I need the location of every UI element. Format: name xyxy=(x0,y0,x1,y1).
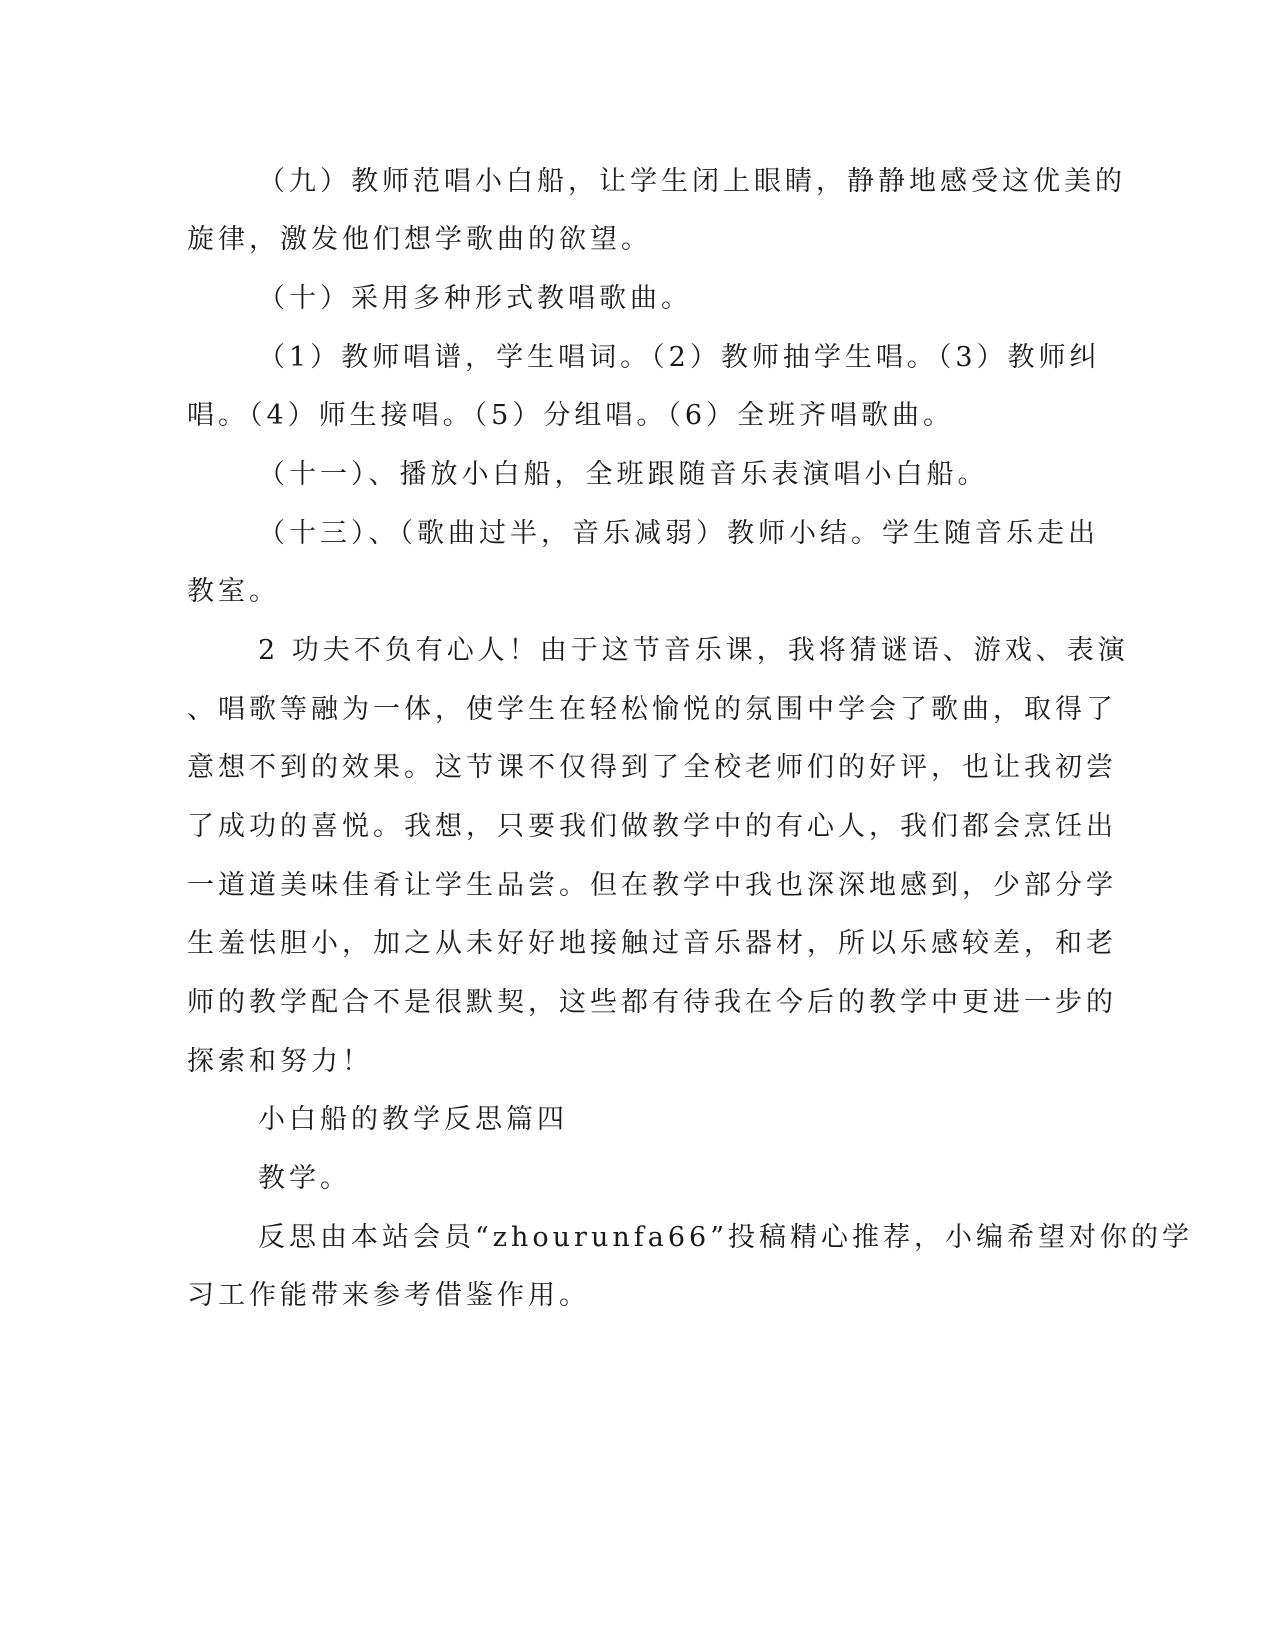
text-line: （1）教师唱谱，学生唱词。（2）教师抽学生唱。（3）教师纠 xyxy=(258,342,1101,373)
text-line: 反思由本站会员“zhourunfa66”投稿精心推荐，小编希望对你的学 xyxy=(258,1222,1193,1253)
text-line: 一道道美味佳肴让学生品尝。但在教学中我也深深地感到，少部分学 xyxy=(187,870,1117,901)
text-line: 教学。 xyxy=(258,1163,351,1194)
text-line: 意想不到的效果。这节课不仅得到了全校老师们的好评，也让我初尝 xyxy=(187,752,1117,783)
text-line: （九）教师范唱小白船，让学生闭上眼睛，静静地感受这优美的 xyxy=(258,166,1126,197)
text-line: 旋律，激发他们想学歌曲的欲望。 xyxy=(187,224,652,255)
text-line: （十三）、（歌曲过半，音乐减弱）教师小结。学生随音乐走出 xyxy=(258,518,1099,549)
text-line: 师的教学配合不是很默契，这些都有待我在今后的教学中更进一步的 xyxy=(187,987,1117,1018)
text-line: 2 功夫不负有心人！由于这节音乐课，我将猜谜语、游戏、表演 xyxy=(258,635,1129,666)
text-line: （十）采用多种形式教唱歌曲。 xyxy=(258,283,692,314)
text-line: 、唱歌等融为一体，使学生在轻松愉悦的氛围中学会了歌曲，取得了 xyxy=(187,694,1117,725)
text-line: 教室。 xyxy=(187,576,280,607)
section-heading: 小白船的教学反思篇四 xyxy=(258,1104,568,1135)
text-line: 了成功的喜悦。我想，只要我们做教学中的有心人，我们都会烹饪出 xyxy=(187,811,1117,842)
text-line: 唱。（4）师生接唱。（5）分组唱。（6）全班齐唱歌曲。 xyxy=(187,400,955,431)
text-line: 习工作能带来参考借鉴作用。 xyxy=(187,1280,590,1311)
text-line: 生羞怯胆小，加之从未好好地接触过音乐器材，所以乐感较差，和老 xyxy=(187,928,1117,959)
text-line: （十一）、播放小白船，全班跟随音乐表演唱小白船。 xyxy=(258,459,989,490)
text-line: 探索和努力！ xyxy=(187,1046,373,1077)
